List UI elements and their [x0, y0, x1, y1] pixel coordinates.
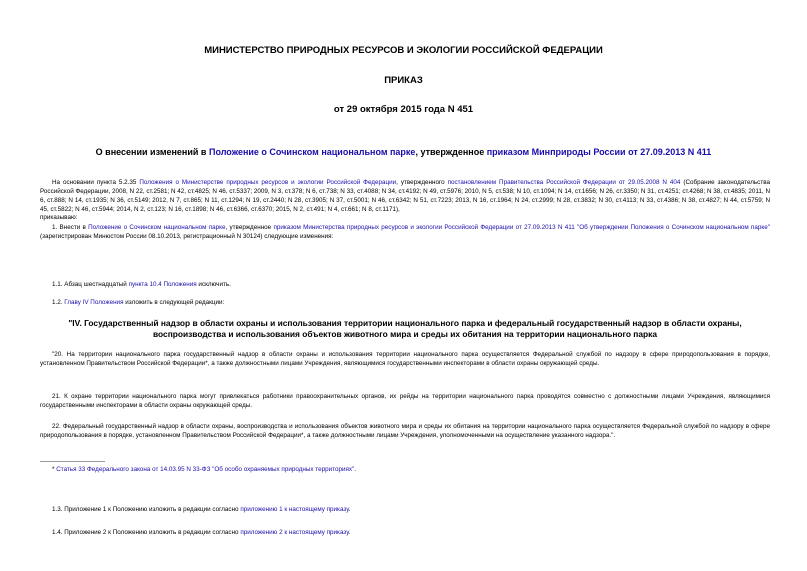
link-federal-law-33[interactable]: Статья 33 Федерального закона от 14.03.95 N 33-ФЗ "Об особо охраняемых природных территориях"	[56, 466, 355, 473]
title-link-order[interactable]: приказом Минприроды России от 27.09.2013 N 411	[486, 147, 712, 157]
paragraph-20: "20. На территории национального парка государственный надзор в области охраны и использования территории национального парка осуществляется Федеральной службой по надзору в сфере природопользования в порядке, установленном Правительством Российской Федерации*, а также должностными лицами Учреждения, являющимися государственными инспекторами в области охраны окружающей среды.	[40, 351, 770, 367]
item-text: .	[348, 506, 351, 513]
basis-text: На основании пункта 5.2.35	[52, 179, 140, 186]
doc-date: от 29 октября 2015 года N 451	[333, 104, 474, 115]
paragraph-22: 22. Федеральный государственный надзор в области охраны, воспроизводства и использования объектов животного мира и среды их обитания на территории национального парка осуществляется Федеральной службой по надзору в сфере природопользования в порядке, установленном Правительством Российской Федерации*, а также должностными лицами Учреждения, уполномоченными на осуществление указанного надзора.".	[40, 423, 770, 439]
item-text: изложить в следующей редакции:	[123, 299, 225, 306]
item-text: 1.4. Приложение 2 к Положению изложить в редакции согласно	[52, 529, 241, 536]
item-1-1	[40, 280, 770, 289]
basis-paragraph	[40, 178, 770, 214]
link-order-411[interactable]: приказом Министерства природных ресурсов и экологии Российской Федерации от 27.09.2013 N 411 "Об утверждении Положения о Сочинском национальном парке"	[273, 224, 770, 231]
doc-title	[0, 147, 807, 157]
basis-text: , утвержденного	[396, 179, 448, 186]
link-point-10-4[interactable]: пункта 10.4 Положения	[128, 281, 197, 288]
link-regulation[interactable]: Положение о Сочинском национальном парке	[88, 224, 226, 231]
footnote-marker: *	[52, 466, 57, 473]
link-appendix-2[interactable]: приложению 2 к настоящему приказу	[240, 529, 349, 536]
item-text: 1.3. Приложение 1 к Положению изложить в редакции согласно	[52, 506, 241, 513]
order-word: приказываю:	[40, 214, 78, 221]
paragraph-21: 21. К охране территории национального парка могут привлекаться работники правоохранительных органов, их рейды на территории национального парка проводятся совместно с должностными лицами Учреждения, являющимися государственными инспекторами в области охраны окружающей среды.	[40, 393, 770, 409]
footnote	[40, 465, 770, 474]
item-1-4	[40, 528, 770, 537]
link-ministry-regulation[interactable]: Положения о Министерстве природных ресурсов и экологии Российской Федерации	[139, 179, 397, 186]
link-chapter-iv[interactable]: Главу IV Положения	[64, 299, 124, 306]
item-text: , утвержденное	[225, 224, 274, 231]
title-text: , утвержденное	[415, 147, 487, 157]
item-text: (зарегистрирован Минюстом России 08.10.2013, регистрационный N 30124) следующие изменения:	[40, 233, 334, 240]
item-text: 1. Внести в	[52, 224, 89, 231]
item-text: 1.1. Абзац шестнадцатый	[52, 281, 129, 288]
section-iv-title: "IV. Государственный надзор в области охраны и использования территории национального парка и федеральный государственный надзор в области охраны, воспроизводства и использования объектов животного мира и среды их обитания на территории национального парка	[68, 318, 742, 339]
footnote-text: .	[354, 466, 357, 473]
title-link-regulation[interactable]: Положение о Сочинском национальном парке	[208, 147, 416, 157]
link-government-decree[interactable]: постановлением Правительства Российской Федерации от 29.05.2008 N 404	[447, 179, 681, 186]
item-1-2	[40, 298, 770, 307]
link-appendix-1[interactable]: приложению 1 к настоящему приказу	[240, 506, 349, 513]
item-text: 1.2.	[52, 299, 65, 306]
doc-type-heading: ПРИКАЗ	[384, 75, 423, 86]
basis-text: (Собрание законодательства Российской Федерации, 2008, N 22, ст.2581; N 42, ст.4825; N 46, ст.5337; 2009, N 3, ст.378; N 6, ст.738; N 33, ст.4088; N 34, ст.4192; N 49, ст.5976; 2010, N 5, ст.538; N 10, ст.1094; N 14, ст.1656; N 26, ст.3350; N 31, ст.4251; ст.4268; N 38, ст.4835; 2011, N 6, ст.888; N 14, ст.1935; N 36, ст.5149; 2012, N 7, ст.865; N 11, ст.1294; N 19, ст.2440; N 28, ст.3905; N 37, ст.5001; N 46, ст.6342; N 51, ст.7223; 2013, N 16, ст.1964; N 24, ст.2999; N 28, ст.3832; N 30, ст.4113; N 33, ст.4386; N 38, ст.4827; N 44, ст.5759; N 45, ст.5822; N 46, ст.5944; 2014, N 2, ст.123; N 16, ст.1898; N 46, ст.6366, ст.6370; 2015, N 2, ст.491; N 4, ст.661; N 8, ст.1171),	[40, 179, 770, 213]
item-1	[40, 223, 770, 241]
ministry-heading: МИНИСТЕРСТВО ПРИРОДНЫХ РЕСУРСОВ И ЭКОЛОГИИ РОССИЙСКОЙ ФЕДЕРАЦИИ	[204, 45, 603, 56]
footnote-divider	[40, 461, 105, 462]
item-text: исключить.	[196, 281, 231, 288]
item-text: .	[348, 529, 351, 536]
title-text: О внесении изменений в	[95, 147, 209, 157]
item-1-3	[40, 505, 770, 514]
